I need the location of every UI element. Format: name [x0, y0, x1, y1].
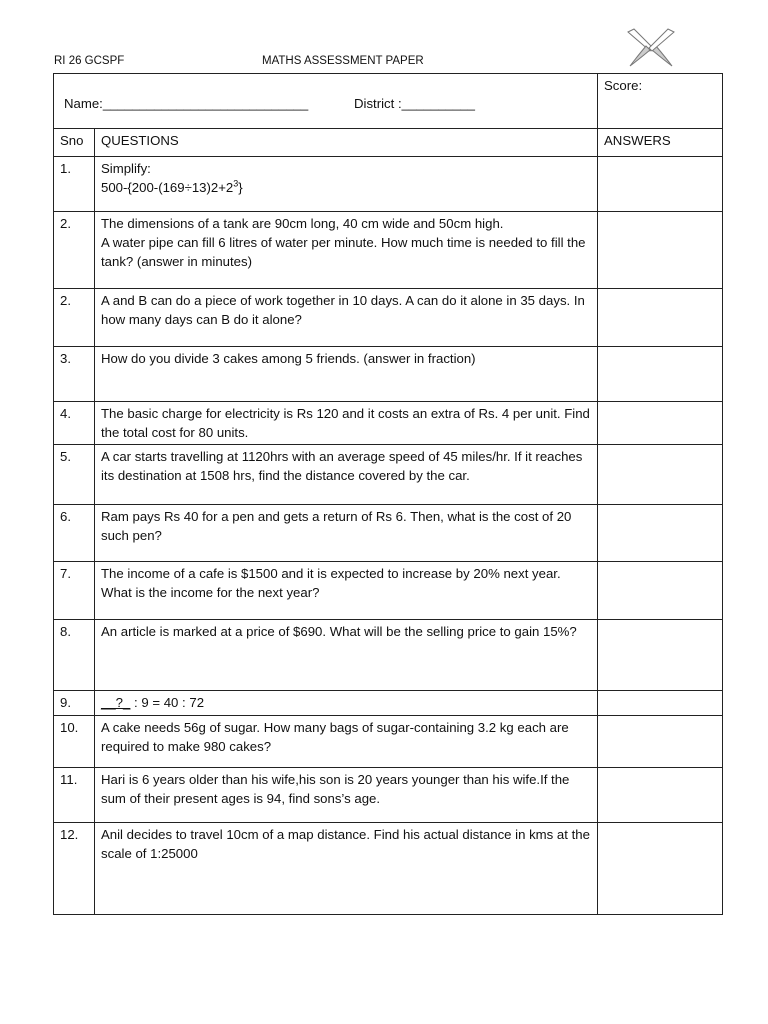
question-row	[54, 823, 723, 915]
answer-cell[interactable]	[598, 157, 723, 212]
question-line: The dimensions of a tank are 90cm long, 40 cm wide and 50cm high.	[101, 216, 504, 231]
question-number: 1.	[54, 157, 95, 212]
question-row	[54, 289, 723, 347]
ratio-blank: __?_	[101, 695, 131, 710]
score-cell[interactable]	[598, 74, 723, 129]
question-number: 2.	[54, 212, 95, 289]
question-number: 9.	[54, 691, 95, 716]
question-text	[95, 716, 598, 768]
header-row	[54, 129, 723, 157]
question-text	[95, 289, 598, 347]
question-number: 8.	[54, 620, 95, 691]
question-text	[95, 562, 598, 620]
district-field[interactable]: District :__________	[354, 96, 475, 111]
answer-cell[interactable]	[598, 768, 723, 823]
question-text	[95, 212, 598, 289]
answer-cell[interactable]	[598, 505, 723, 562]
question-line: The basic charge for electricity is Rs 120 and it costs an extra of Rs. 4 per unit. Find the total cost for 80 units.	[101, 406, 590, 440]
answer-cell[interactable]	[598, 620, 723, 691]
question-text: __?_ : 9 = 40 : 72	[95, 691, 598, 716]
answers-header: ANSWERS	[598, 129, 723, 157]
question-text	[95, 347, 598, 402]
question-line: A car starts travelling at 1120hrs with an average speed of 45 miles/hr. If it reaches its destination at 1508 hrs, find the distance covered by the car.	[101, 449, 583, 483]
question-line: The income of a cafe is $1500 and it is expected to increase by 20% next year. What is the income for the next year?	[101, 566, 561, 600]
question-line: Ram pays Rs 40 for a pen and gets a return of Rs 6. Then, what is the cost of 20 such pen?	[101, 509, 572, 543]
question-text	[95, 505, 598, 562]
question-row	[54, 562, 723, 620]
paper-code: RI 26 GCSPF	[54, 55, 125, 67]
question-number: 4.	[54, 402, 95, 445]
answer-cell[interactable]	[598, 562, 723, 620]
question-row	[54, 445, 723, 505]
question-line: How do you divide 3 cakes among 5 friends. (answer in fraction)	[101, 351, 476, 366]
question-number: 10.	[54, 716, 95, 768]
question-row	[54, 402, 723, 445]
student-info-cell	[54, 74, 598, 129]
question-number: 12.	[54, 823, 95, 915]
question-row	[54, 505, 723, 562]
paper-title: MATHS ASSESSMENT PAPER	[262, 55, 424, 67]
answer-cell[interactable]	[598, 402, 723, 445]
answer-cell[interactable]	[598, 212, 723, 289]
answer-cell[interactable]	[598, 445, 723, 505]
question-text	[95, 445, 598, 505]
question-number: 2.	[54, 289, 95, 347]
question-text	[95, 157, 598, 212]
answer-cell[interactable]	[598, 347, 723, 402]
question-text	[95, 620, 598, 691]
question-number: 3.	[54, 347, 95, 402]
question-line: An article is marked at a price of $690. What will be the selling price to gain 15%?	[101, 624, 577, 639]
question-row	[54, 620, 723, 691]
question-line: A water pipe can fill 6 litres of water per minute. How much time is needed to fill the tank? (answer in minutes)	[101, 235, 586, 269]
name-field[interactable]: Name:____________________________	[64, 96, 309, 111]
question-row	[54, 691, 723, 716]
question-line: Simplify:	[101, 161, 151, 176]
sno-header: Sno	[54, 129, 95, 157]
answer-cell[interactable]	[598, 289, 723, 347]
question-text	[95, 768, 598, 823]
question-line: Anil decides to travel 10cm of a map distance. Find his actual distance in kms at the scale of 1:25000	[101, 827, 590, 861]
answer-cell[interactable]	[598, 716, 723, 768]
question-line: A and B can do a piece of work together in 10 days. A can do it alone in 35 days. In how many days can B do it alone?	[101, 293, 585, 327]
answer-cell[interactable]	[598, 823, 723, 915]
question-table	[53, 73, 723, 915]
question-text	[95, 823, 598, 915]
answer-cell[interactable]	[598, 691, 723, 716]
question-number: 6.	[54, 505, 95, 562]
score-label: Score:	[604, 78, 643, 93]
question-text	[95, 402, 598, 445]
question-row	[54, 716, 723, 768]
math-expression: $500-\{200-(169\div 13)2+2^3\}$	[101, 178, 243, 195]
question-row	[54, 347, 723, 402]
question-row	[54, 157, 723, 212]
question-row	[54, 212, 723, 289]
question-number: 7.	[54, 562, 95, 620]
crossed-khukuri-emblem-icon	[620, 26, 682, 70]
question-line: A cake needs 56g of sugar. How many bags of sugar-containing 3.2 kg each are required to make 980 cakes?	[101, 720, 569, 754]
question-line: Hari is 6 years older than his wife,his son is 20 years younger than his wife.If the sum of their present ages is 94, find sons’s age.	[101, 772, 570, 806]
question-row	[54, 768, 723, 823]
question-number: 11.	[54, 768, 95, 823]
question-number: 5.	[54, 445, 95, 505]
questions-header: QUESTIONS	[95, 129, 598, 157]
